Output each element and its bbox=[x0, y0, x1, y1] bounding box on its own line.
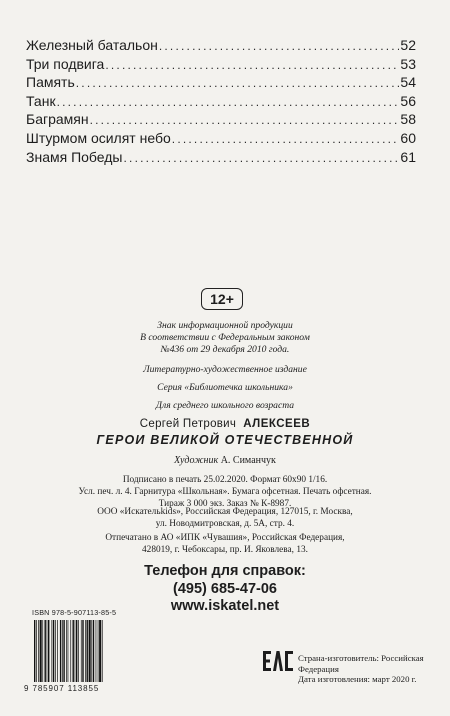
toc-leader-dots bbox=[57, 93, 400, 112]
toc-entry bbox=[26, 92, 416, 111]
origin-info bbox=[298, 653, 450, 685]
toc-entry-title: Железный батальон bbox=[26, 37, 158, 53]
toc-leader-dots bbox=[90, 111, 400, 130]
toc-entry-page: 60 bbox=[400, 129, 416, 146]
printer-line: Отпечатано в АО «ИПК «Чувашия», Российская Федерация, bbox=[105, 533, 345, 543]
edition-type: Литературно-художественное издание bbox=[143, 364, 307, 375]
toc-entry bbox=[26, 73, 416, 92]
toc-entry-title: Танк bbox=[26, 92, 56, 109]
print-info-line: Усл. печ. л. 4. Гарнитура «Школьная». Бумага офсетная. Печать офсетная. bbox=[78, 487, 372, 497]
isbn-number: ISBN 978-5-907113-85-5 bbox=[32, 608, 117, 617]
barcode-icon bbox=[32, 620, 128, 686]
author-given-names: Сергей Петрович bbox=[139, 418, 237, 430]
law-notice-line: Знак информационной продукции bbox=[157, 320, 293, 331]
origin-line: Дата изготовления: март 2020 г. bbox=[298, 674, 417, 684]
print-info-line: Подписано в печать 25.02.2020. Формат 60х90 1/16. bbox=[122, 475, 328, 485]
toc-entry-page: 58 bbox=[400, 111, 416, 128]
toc-leader-dots bbox=[124, 149, 400, 168]
toc-entry-title: Штурмом осилят небо bbox=[26, 129, 171, 146]
toc-entry-title: Знамя Победы bbox=[26, 148, 123, 165]
toc-entry bbox=[26, 129, 416, 148]
contact-label: Телефон для справок: bbox=[144, 563, 306, 579]
publisher-info bbox=[0, 506, 450, 530]
printer-line: 428019, г. Чебоксары, пр. И. Яковлева, 13. bbox=[142, 545, 308, 555]
publisher-line: ул. Новодмитровская, д. 5А, стр. 4. bbox=[155, 519, 295, 529]
toc-leader-dots bbox=[76, 74, 400, 93]
toc-leader-dots bbox=[172, 130, 400, 149]
author-name bbox=[0, 418, 450, 430]
illustrator-name: А. Симанчук bbox=[220, 455, 276, 466]
toc-entry-page: 61 bbox=[400, 148, 416, 165]
law-notice bbox=[0, 320, 450, 357]
printer-info bbox=[0, 532, 450, 556]
toc-entry bbox=[26, 55, 416, 74]
print-info-line: Тираж 3 000 экз. Заказ № К-8987. bbox=[158, 499, 292, 509]
toc-entry-title: Память bbox=[26, 74, 75, 91]
law-notice-line: №436 от 29 декабря 2010 года. bbox=[160, 344, 290, 356]
contact-website: www.iskatel.net bbox=[170, 598, 280, 614]
author-surname: АЛЕКСЕЕВ bbox=[243, 418, 311, 430]
contact-phone: (495) 685-47-06 bbox=[173, 580, 277, 597]
print-info bbox=[0, 474, 450, 510]
toc-entry bbox=[26, 148, 416, 167]
audience-note: Для среднего школьного возраста bbox=[155, 400, 295, 411]
toc-entry-page: 54 bbox=[400, 74, 416, 91]
law-notice-line: В соответствии с Федеральным законом bbox=[140, 332, 310, 344]
toc-leader-dots bbox=[159, 37, 400, 56]
barcode-digits: 9 785907 113855 bbox=[24, 684, 100, 693]
toc-entry-page: 56 bbox=[400, 92, 416, 109]
toc-entry-page: 53 bbox=[400, 55, 416, 72]
toc-entry-title: Три подвига bbox=[26, 55, 105, 72]
origin-line: Страна-изготовитель: Российская Федерация bbox=[298, 653, 424, 674]
table-of-contents bbox=[26, 36, 416, 166]
illustrator bbox=[0, 455, 450, 466]
book-title: ГЕРОИ ВЕЛИКОЙ ОТЕЧЕСТВЕННОЙ bbox=[96, 433, 354, 447]
publisher-line: ООО «Искательkids», Российская Федерация, 127015, г. Москва, bbox=[97, 507, 353, 517]
toc-entry-title: Баграмян bbox=[26, 111, 89, 128]
age-rating-badge: 12+ bbox=[201, 288, 243, 310]
toc-entry bbox=[26, 110, 416, 129]
series-name: Серия «Библиотечка школьника» bbox=[157, 382, 293, 393]
toc-leader-dots bbox=[105, 56, 399, 75]
toc-entry bbox=[26, 36, 416, 55]
toc-entry-page: 52 bbox=[400, 37, 416, 53]
eac-mark-icon bbox=[262, 649, 294, 673]
illustrator-label: Художник bbox=[174, 455, 219, 466]
